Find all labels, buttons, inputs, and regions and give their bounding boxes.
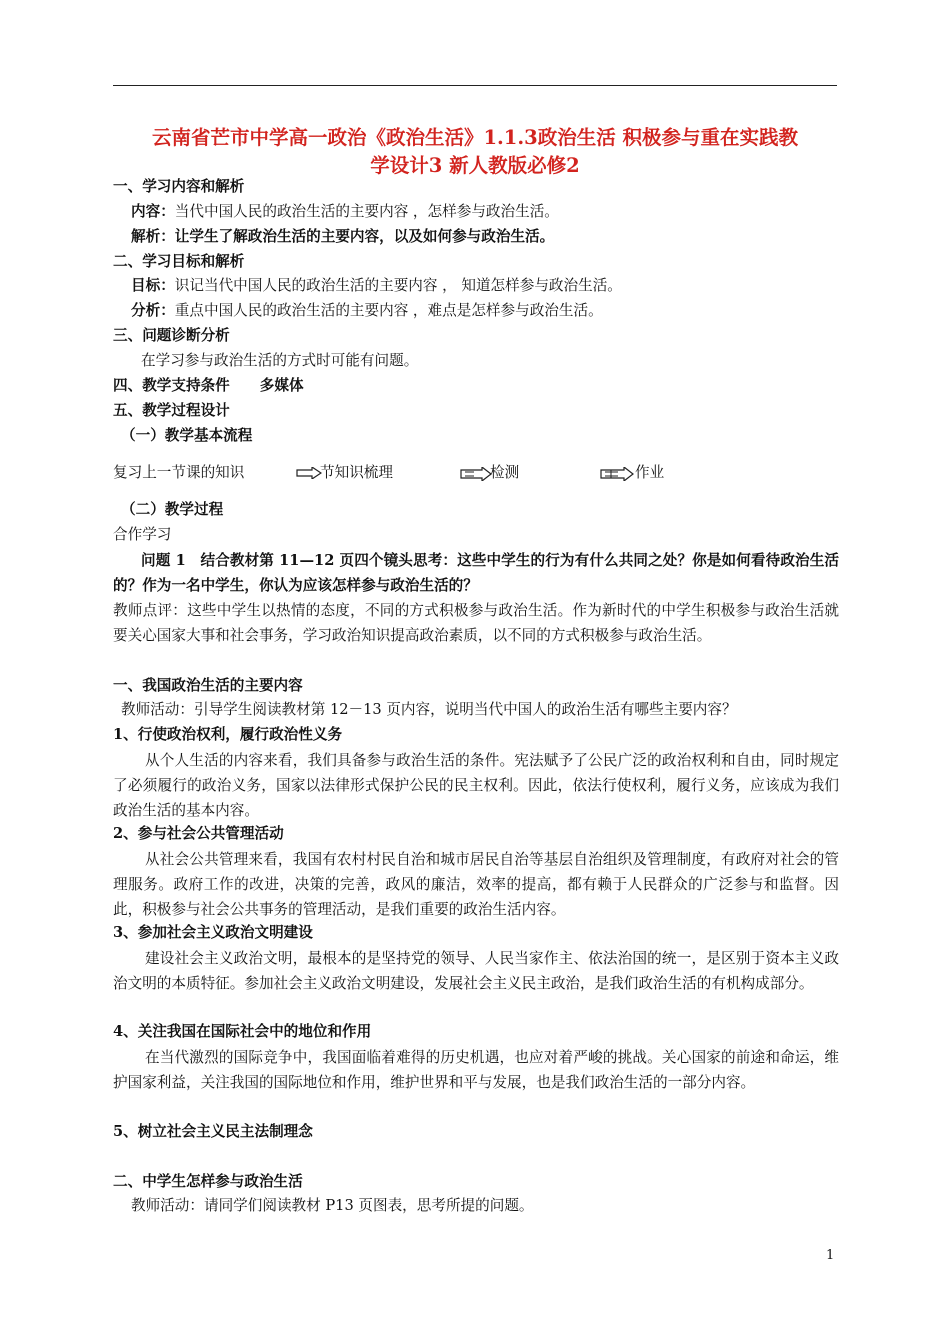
goal-label: 目标： bbox=[131, 277, 175, 294]
title-line-2: 学设计3 新人教版必修2 bbox=[370, 154, 580, 177]
section-3-text: 在学习参与政治生活的方式时可能有问题。 bbox=[141, 352, 419, 369]
analysis-2-text: 重点中国人民的政治生活的主要内容 ，难点是怎样参与政治生活。 bbox=[174, 302, 603, 319]
flow-arrow-icon bbox=[296, 467, 322, 479]
item-2-heading: 2、参与社会公共管理活动 bbox=[113, 825, 284, 842]
flow-step-2: 节知识梳理 bbox=[320, 464, 393, 481]
content-text: 当代中国人民的政治生活的主要内容 ，怎样参与政治生活。 bbox=[174, 203, 559, 220]
document-title bbox=[113, 124, 837, 180]
part-2-heading: 二、中学生怎样参与政治生活 bbox=[113, 1173, 303, 1190]
title-line-1: 云南省芒市中学高一政治《政治生活》1.1.3政治生活 积极参与重在实践教 bbox=[151, 126, 799, 149]
analysis-line bbox=[131, 227, 554, 247]
subsection-flow-heading: （一）教学基本流程 bbox=[121, 427, 253, 444]
teacher-comment: 教师点评：这些中学生以热情的态度，不同的方式积极参与政治生活。作为新时代的中学生积极参与政治生活就要关心国家大事和社会事务，学习政治知识提高政治素质，以不同的方式积极参与政治生活。 bbox=[113, 602, 839, 644]
item-1-heading: 1、行使政治权利，履行政治性义务 bbox=[113, 726, 343, 743]
part-2-activity: 教师活动：请同学们阅读教材 P13 页图表，思考所提的问题。 bbox=[131, 1197, 534, 1214]
item-1-text: 从个人生活的内容来看，我们具备参与政治生活的条件。宪法赋予了公民广泛的政治权利和自由，同时规定了必须履行的政治义务，国家以法律形式保护公民的民主权利。因此，依法行使权利，履行义务，应该成为我们政治生活的基本内容。 bbox=[113, 752, 839, 819]
flow-step-3: 检测 bbox=[490, 464, 520, 481]
question-1: 问题 1 结合教材第 11—12 页四个镜头思考：这些中学生的行为有什么共同之处？你是如何看待政治生活的？作为一名中学生，你认为应该怎样参与政治生活的？ bbox=[113, 552, 839, 594]
item-5-heading: 5、树立社会主义民主法制理念 bbox=[113, 1123, 313, 1140]
item-3-text: 建设社会主义政治文明，最根本的是坚持党的领导、人民当家作主、依法治国的统一，是区别于资本主义政治文明的本质特征。参加社会主义政治文明建设，发展社会主义民主政治，是我们政治生活的有机构成部分。 bbox=[113, 950, 839, 992]
goal-line bbox=[131, 276, 622, 296]
part-1-activity: 教师活动：引导学生阅读教材第 12－13 页内容，说明当代中国人的政治生活有哪些主要内容？ bbox=[121, 701, 737, 718]
section-3-heading: 三、问题诊断分析 bbox=[113, 327, 230, 344]
header-rule bbox=[113, 85, 837, 86]
goal-text: 识记当代中国人民的政治生活的主要内容 ， 知道怎样参与政治生活。 bbox=[174, 277, 622, 294]
analysis-text: 让学生了解政治生活的主要内容，以及如何参与政治生活。 bbox=[174, 228, 555, 245]
section-4-heading: 四、教学支持条件 bbox=[113, 377, 230, 394]
subsection-process-heading: （二）教学过程 bbox=[121, 501, 224, 518]
item-3-heading: 3、参加社会主义政治文明建设 bbox=[113, 924, 313, 941]
flow-arrow-icon bbox=[460, 467, 492, 481]
flow-step-1: 复习上一节课的知识 bbox=[113, 464, 245, 481]
part-1-heading: 一、我国政治生活的主要内容 bbox=[113, 677, 303, 694]
flow-step-4: 作业 bbox=[635, 464, 665, 481]
teaching-flow bbox=[113, 462, 753, 486]
flow-arrow-icon bbox=[600, 467, 634, 481]
cooperative-learning: 合作学习 bbox=[113, 526, 172, 543]
item-2-text: 从社会公共管理来看，我国有农村村民自治和城市居民自治等基层自治组织及管理制度，有政府对社会的管理服务。政府工作的改进，决策的完善，政风的廉洁，效率的提高，都有赖于人民群众的广泛参与和监督。因此，积极参与社会公共事务的管理活动，是我们重要的政治生活内容。 bbox=[113, 851, 839, 918]
analysis-2-label: 分析： bbox=[131, 302, 175, 319]
item-4-heading: 4、关注我国在国际社会中的地位和作用 bbox=[113, 1023, 372, 1040]
section-4-line bbox=[113, 376, 304, 396]
page-number: 1 bbox=[826, 1248, 835, 1263]
section-5-heading: 五、教学过程设计 bbox=[113, 402, 230, 419]
content-line bbox=[131, 202, 559, 222]
item-4-text: 在当代激烈的国际竞争中，我国面临着难得的历史机遇，也应对着严峻的挑战。关心国家的前途和命运，维护国家利益，关注我国的国际地位和作用，维护世界和平与发展，也是我们政治生活的一部分内容。 bbox=[113, 1049, 839, 1091]
section-4-value: 多媒体 bbox=[259, 377, 304, 394]
section-2-heading: 二、学习目标和解析 bbox=[113, 253, 245, 270]
content-label: 内容： bbox=[131, 203, 175, 220]
section-1-heading: 一、学习内容和解析 bbox=[113, 178, 245, 195]
analysis-2-line bbox=[131, 301, 603, 321]
analysis-label: 解析： bbox=[131, 228, 175, 245]
